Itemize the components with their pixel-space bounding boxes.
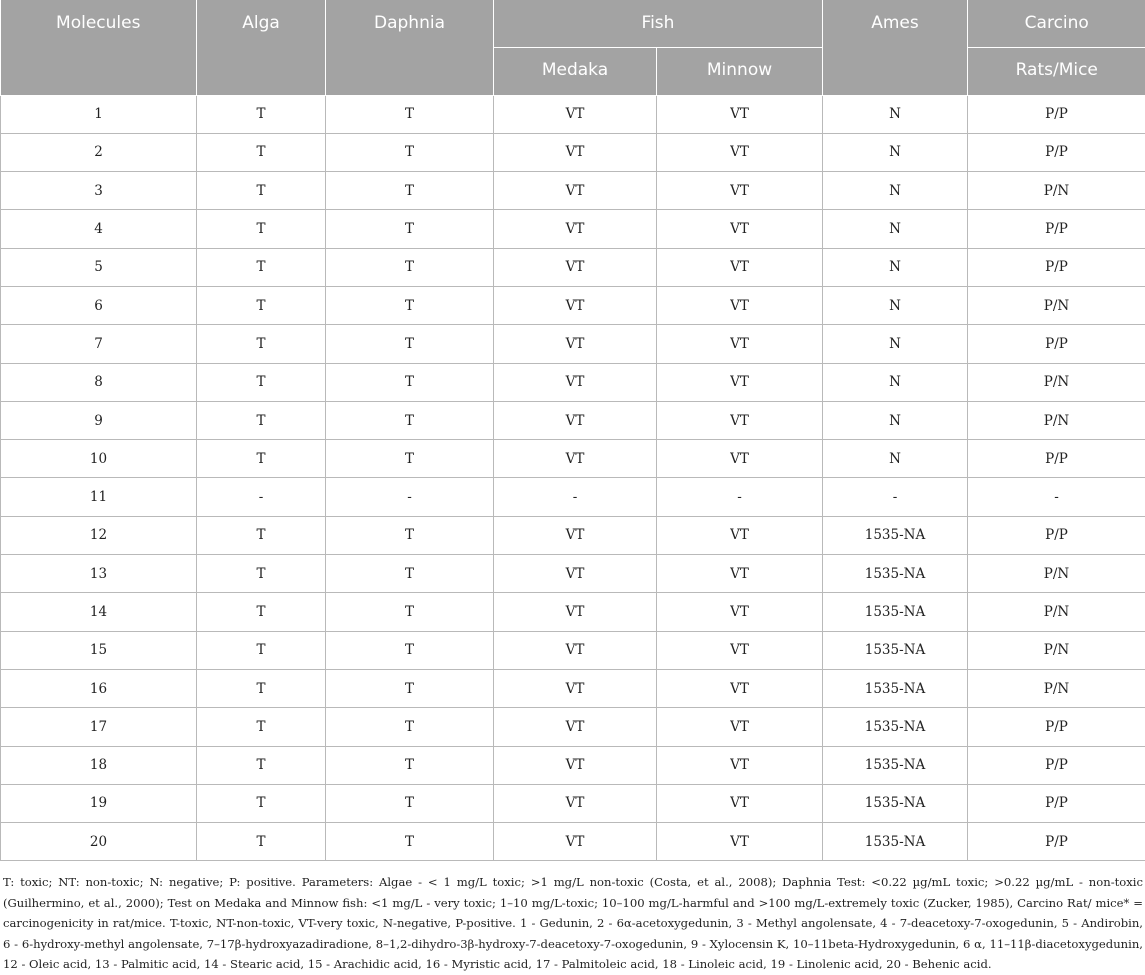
cell-ames: N — [823, 363, 968, 401]
cell-medaka: VT — [494, 708, 657, 746]
cell-medaka: - — [494, 478, 657, 516]
cell-carcino: P/P — [968, 784, 1145, 822]
table-row — [1, 133, 1145, 171]
cell-minnow: VT — [657, 248, 823, 286]
cell-alga: T — [197, 172, 326, 210]
cell-ames: N — [823, 325, 968, 363]
cell-daphnia: T — [326, 555, 494, 593]
cell-medaka: VT — [494, 784, 657, 822]
header-carcino: Carcino — [968, 0, 1145, 47]
cell-daphnia: T — [326, 363, 494, 401]
cell-daphnia: T — [326, 746, 494, 784]
cell-molecule: 3 — [1, 172, 197, 210]
cell-daphnia: T — [326, 516, 494, 554]
cell-carcino: P/P — [968, 133, 1145, 171]
table-row — [1, 669, 1145, 707]
cell-carcino: P/P — [968, 248, 1145, 286]
cell-carcino: P/N — [968, 172, 1145, 210]
header-minnow: Minnow — [657, 47, 823, 95]
cell-carcino: - — [968, 478, 1145, 516]
cell-alga: T — [197, 248, 326, 286]
cell-alga: T — [197, 746, 326, 784]
cell-carcino: P/P — [968, 708, 1145, 746]
cell-medaka: VT — [494, 325, 657, 363]
cell-alga: T — [197, 363, 326, 401]
cell-minnow: VT — [657, 363, 823, 401]
cell-minnow: VT — [657, 593, 823, 631]
cell-medaka: VT — [494, 363, 657, 401]
table-body — [1, 95, 1145, 861]
header-medaka: Medaka — [494, 47, 657, 95]
cell-minnow: VT — [657, 516, 823, 554]
table-row — [1, 248, 1145, 286]
cell-minnow: VT — [657, 784, 823, 822]
cell-ames: - — [823, 478, 968, 516]
cell-minnow: VT — [657, 286, 823, 324]
cell-molecule: 2 — [1, 133, 197, 171]
cell-medaka: VT — [494, 248, 657, 286]
cell-alga: T — [197, 440, 326, 478]
cell-ames: 1535-NA — [823, 631, 968, 669]
cell-molecule: 13 — [1, 555, 197, 593]
cell-medaka: VT — [494, 95, 657, 133]
cell-ames: N — [823, 401, 968, 439]
header-fish: Fish — [494, 0, 823, 47]
table-header — [1, 0, 1145, 95]
cell-molecule: 9 — [1, 401, 197, 439]
cell-minnow: VT — [657, 669, 823, 707]
cell-minnow: VT — [657, 401, 823, 439]
table-row — [1, 555, 1145, 593]
table-row — [1, 631, 1145, 669]
table-row — [1, 516, 1145, 554]
cell-medaka: VT — [494, 516, 657, 554]
cell-ames: N — [823, 286, 968, 324]
cell-molecule: 7 — [1, 325, 197, 363]
cell-daphnia: T — [326, 325, 494, 363]
cell-carcino: P/N — [968, 286, 1145, 324]
table-row — [1, 746, 1145, 784]
cell-medaka: VT — [494, 210, 657, 248]
table-row — [1, 172, 1145, 210]
header-rats-mice: Rats/Mice — [968, 47, 1145, 95]
cell-molecule: 18 — [1, 746, 197, 784]
cell-daphnia: T — [326, 440, 494, 478]
cell-carcino: P/P — [968, 95, 1145, 133]
cell-medaka: VT — [494, 440, 657, 478]
cell-ames: N — [823, 248, 968, 286]
cell-molecule: 8 — [1, 363, 197, 401]
cell-alga: T — [197, 133, 326, 171]
cell-ames: N — [823, 172, 968, 210]
cell-ames: 1535-NA — [823, 823, 968, 861]
cell-alga: T — [197, 593, 326, 631]
table-row — [1, 823, 1145, 861]
cell-minnow: - — [657, 478, 823, 516]
cell-minnow: VT — [657, 172, 823, 210]
cell-minnow: VT — [657, 440, 823, 478]
cell-ames: 1535-NA — [823, 784, 968, 822]
cell-alga: T — [197, 669, 326, 707]
cell-molecule: 4 — [1, 210, 197, 248]
cell-ames: 1535-NA — [823, 708, 968, 746]
table-row — [1, 325, 1145, 363]
cell-ames: N — [823, 95, 968, 133]
cell-minnow: VT — [657, 95, 823, 133]
cell-alga: T — [197, 516, 326, 554]
header-molecules: Molecules — [1, 0, 197, 95]
cell-carcino: P/N — [968, 555, 1145, 593]
cell-carcino: P/N — [968, 631, 1145, 669]
cell-daphnia: T — [326, 95, 494, 133]
cell-medaka: VT — [494, 133, 657, 171]
cell-molecule: 20 — [1, 823, 197, 861]
cell-molecule: 10 — [1, 440, 197, 478]
cell-minnow: VT — [657, 823, 823, 861]
cell-carcino: P/P — [968, 516, 1145, 554]
cell-molecule: 16 — [1, 669, 197, 707]
cell-molecule: 15 — [1, 631, 197, 669]
cell-medaka: VT — [494, 172, 657, 210]
cell-carcino: P/P — [968, 440, 1145, 478]
cell-molecule: 12 — [1, 516, 197, 554]
cell-medaka: VT — [494, 631, 657, 669]
cell-carcino: P/P — [968, 746, 1145, 784]
cell-alga: T — [197, 401, 326, 439]
cell-ames: 1535-NA — [823, 669, 968, 707]
cell-ames: N — [823, 440, 968, 478]
cell-alga: - — [197, 478, 326, 516]
table-row — [1, 286, 1145, 324]
cell-minnow: VT — [657, 133, 823, 171]
cell-molecule: 19 — [1, 784, 197, 822]
cell-daphnia: T — [326, 669, 494, 707]
table-row — [1, 440, 1145, 478]
cell-carcino: P/P — [968, 823, 1145, 861]
table-row — [1, 95, 1145, 133]
cell-carcino: P/N — [968, 593, 1145, 631]
cell-daphnia: T — [326, 823, 494, 861]
table-row — [1, 593, 1145, 631]
cell-minnow: VT — [657, 555, 823, 593]
cell-daphnia: T — [326, 286, 494, 324]
cell-medaka: VT — [494, 823, 657, 861]
cell-minnow: VT — [657, 210, 823, 248]
cell-medaka: VT — [494, 593, 657, 631]
header-daphnia: Daphnia — [326, 0, 494, 95]
cell-carcino: P/N — [968, 401, 1145, 439]
cell-daphnia: T — [326, 631, 494, 669]
cell-carcino: P/N — [968, 669, 1145, 707]
cell-alga: T — [197, 555, 326, 593]
cell-alga: T — [197, 325, 326, 363]
cell-ames: 1535-NA — [823, 516, 968, 554]
table-row — [1, 210, 1145, 248]
header-ames: Ames — [823, 0, 968, 95]
cell-daphnia: T — [326, 172, 494, 210]
cell-minnow: VT — [657, 746, 823, 784]
cell-alga: T — [197, 286, 326, 324]
cell-alga: T — [197, 784, 326, 822]
cell-alga: T — [197, 708, 326, 746]
cell-daphnia: T — [326, 784, 494, 822]
cell-medaka: VT — [494, 669, 657, 707]
table-row — [1, 363, 1145, 401]
cell-carcino: P/N — [968, 363, 1145, 401]
cell-alga: T — [197, 95, 326, 133]
cell-alga: T — [197, 210, 326, 248]
cell-daphnia: T — [326, 593, 494, 631]
cell-medaka: VT — [494, 401, 657, 439]
table-row — [1, 478, 1145, 516]
cell-alga: T — [197, 823, 326, 861]
header-alga: Alga — [197, 0, 326, 95]
cell-ames: 1535-NA — [823, 555, 968, 593]
cell-medaka: VT — [494, 286, 657, 324]
cell-daphnia: T — [326, 133, 494, 171]
cell-ames: N — [823, 210, 968, 248]
cell-molecule: 11 — [1, 478, 197, 516]
table-row — [1, 708, 1145, 746]
cell-medaka: VT — [494, 746, 657, 784]
cell-carcino: P/P — [968, 325, 1145, 363]
cell-ames: 1535-NA — [823, 746, 968, 784]
cell-medaka: VT — [494, 555, 657, 593]
cell-ames: 1535-NA — [823, 593, 968, 631]
cell-carcino: P/P — [968, 210, 1145, 248]
cell-daphnia: T — [326, 248, 494, 286]
table-row — [1, 784, 1145, 822]
cell-daphnia: - — [326, 478, 494, 516]
table-row — [1, 401, 1145, 439]
cell-minnow: VT — [657, 631, 823, 669]
cell-minnow: VT — [657, 708, 823, 746]
cell-molecule: 1 — [1, 95, 197, 133]
cell-molecule: 6 — [1, 286, 197, 324]
cell-daphnia: T — [326, 210, 494, 248]
cell-minnow: VT — [657, 325, 823, 363]
cell-alga: T — [197, 631, 326, 669]
cell-daphnia: T — [326, 708, 494, 746]
cell-daphnia: T — [326, 401, 494, 439]
table-footnote: T: toxic; NT: non-toxic; N: negative; P: positive. Parameters: Algae - < 1 mg/L toxic; >1 mg/L non-toxic (Costa, et al., 2008); Daphnia Test: <0.22 µg/mL toxic; >0.22 µg/mL - non-toxic (Guilhermino, et al., 2000); Test on Medaka and Minnow fish: <1 mg/L - very toxic; 1–10 mg/L-toxic; 10–100 mg/L-harmful and >100 mg/L-extremely toxic (Zucker, 1985), Carcino Rat/ mice* = carcinogenicity in rat/mice. T-toxic, NT-non-toxic, VT-very toxic, N-negative, P-positive. 1 - Gedunin, 2 - 6α-acetoxygedunin, 3 - Methyl angolensate, 4 - 7-deacetoxy-7-oxogedunin, 5 - Andirobin, 6 - 6-hydroxy-methyl angolensate, 7–17β-hydroxyazadiradione, 8–1,2-dihydro-3β-hydroxy-7-deacetoxy-7-oxogedunin, 9 - Xylocensin K, 10–11beta-Hydroxygedunin, 6 α, 11–11β-diacetoxygedunin, 12 - Oleic acid, 13 - Palmitic acid, 14 - Stearic acid, 15 - Arachidic acid, 16 - Myristic acid, 17 - Palmitoleic acid, 18 - Linoleic acid, 19 - Linolenic acid, 20 - Behenic acid. — [3, 872, 1143, 975]
cell-molecule: 17 — [1, 708, 197, 746]
cell-ames: N — [823, 133, 968, 171]
cell-molecule: 14 — [1, 593, 197, 631]
cell-molecule: 5 — [1, 248, 197, 286]
